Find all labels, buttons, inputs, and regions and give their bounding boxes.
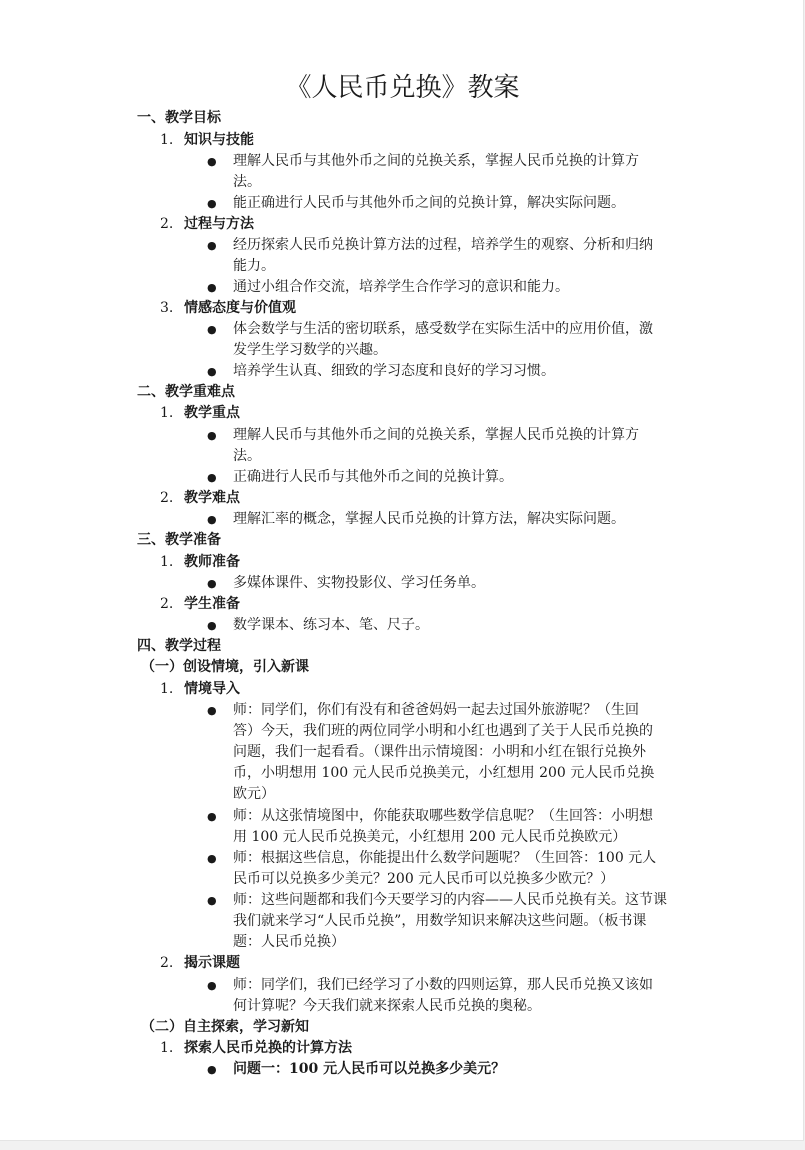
bullet-icon: ● [207,323,217,336]
bullet-icon: ● [207,197,217,210]
item-label: 过程与方法 [184,216,254,232]
bullet-text: 理解人民币与其他外币之间的兑换关系，掌握人民币兑换的计算方 [233,427,639,443]
bullet-text: 用 100 元人民币兑换美元，小红想用 200 元人民币兑换欧元） [233,829,627,845]
bullet-icon: ● [207,1063,217,1076]
subsection-heading: （一）创设情境，引入新课 [141,659,309,675]
section-heading: 四、教学过程 [137,638,221,654]
subsection-heading: （二）自主探索，学习新知 [141,1019,309,1035]
bullet-text: 师：从这张情境图中，你能获取哪些数学信息呢？（生回答：小明想 [233,808,653,824]
item-number: 2. [160,955,174,971]
item-label: 教学难点 [184,490,240,506]
bullet-icon: ● [207,281,217,294]
bullet-text: 师：这些问题都和我们今天要学习的内容——人民币兑换有关。这节课 [233,892,667,908]
item-number: 1. [160,681,174,697]
bullet-text: 通过小组合作交流，培养学生合作学习的意识和能力。 [233,279,569,295]
bullet-icon: ● [207,239,217,252]
item-number: 1. [160,1040,174,1056]
item-label: 探索人民币兑换的计算方法 [184,1040,352,1056]
bullet-text: 体会数学与生活的密切联系，感受数学在实际生活中的应用价值，激 [233,321,653,337]
bullet-text: 问题，我们一起看看。（课件出示情境图：小明和小红在银行兑换外 [233,744,646,760]
bullet-text: 币，小明想用 100 元人民币兑换美元，小红想用 200 元人民币兑换 [233,765,655,781]
bullet-icon: ● [207,979,217,992]
page-title: 《人民币兑换》教案 [285,73,520,103]
bullet-icon: ● [207,471,217,484]
item-label: 情感态度与价值观 [184,300,296,316]
item-label: 情境导入 [184,681,240,697]
bullet-text: 何计算呢？今天我们就来探索人民币兑换的奥秘。 [233,998,541,1014]
bullet-icon: ● [207,429,217,442]
bullet-text: 师：同学们，我们已经学习了小数的四则运算，那人民币兑换又该如 [233,977,653,993]
item-label: 知识与技能 [184,132,254,148]
section-heading: 一、教学目标 [137,110,221,126]
bullet-text: 能正确进行人民币与其他外币之间的兑换计算，解决实际问题。 [233,195,625,211]
item-number: 1. [160,132,174,148]
bullet-text: 法。 [233,448,261,464]
bullet-icon: ● [207,513,217,526]
bullet-text: 理解汇率的概念，掌握人民币兑换的计算方法，解决实际问题。 [233,511,625,527]
bullet-icon: ● [207,894,217,907]
section-heading: 二、教学重难点 [137,384,235,400]
item-number: 3. [160,300,174,316]
bullet-text: 法。 [233,174,261,190]
bullet-text: 多媒体课件、实物投影仪、学习任务单。 [233,575,485,591]
item-number: 2. [160,596,174,612]
bullet-text: 数学课本、练习本、笔、尺子。 [233,617,429,633]
item-label: 教师准备 [184,554,240,570]
bullet-text: 我们就来学习“人民币兑换”，用数学知识来解决这些问题。（板书课 [233,913,647,929]
bullet-text: 师：同学们，你们有没有和爸爸妈妈一起去过国外旅游呢？（生回 [233,702,639,718]
bullet-text: 能力。 [233,258,275,274]
bullet-text: 答）今天，我们班的两位同学小明和小红也遇到了关于人民币兑换的 [233,723,653,739]
bullet-text: 经历探索人民币兑换计算方法的过程，培养学生的观察、分析和归纳 [233,237,653,253]
bullet-text: 正确进行人民币与其他外币之间的兑换计算。 [233,469,513,485]
bullet-icon: ● [207,852,217,865]
item-number: 2. [160,216,174,232]
bullet-text: 欧元） [233,786,275,802]
bullet-icon: ● [207,577,217,590]
bullet-text: 题：人民币兑换） [233,934,345,950]
bullet-icon: ● [207,704,217,717]
item-number: 1. [160,554,174,570]
item-label: 揭示课题 [184,955,240,971]
item-label: 学生准备 [184,596,240,612]
bullet-icon: ● [207,619,217,632]
bullet-text: 问题一：100 元人民币可以兑换多少美元？ [233,1061,506,1077]
bullet-icon: ● [207,365,217,378]
item-number: 1. [160,405,174,421]
section-heading: 三、教学准备 [137,532,221,548]
bullet-text: 发学生学习数学的兴趣。 [233,342,387,358]
bullet-text: 民币可以兑换多少美元？200 元人民币可以兑换多少欧元？） [233,871,615,887]
item-number: 2. [160,490,174,506]
item-label: 教学重点 [184,405,240,421]
bullet-text: 培养学生认真、细致的学习态度和良好的学习习惯。 [233,363,555,379]
bullet-icon: ● [207,155,217,168]
bullet-text: 师：根据这些信息，你能提出什么数学问题呢？（生回答：100 元人 [233,850,657,866]
bullet-icon: ● [207,810,217,823]
bullet-text: 理解人民币与其他外币之间的兑换关系，掌握人民币兑换的计算方 [233,153,639,169]
